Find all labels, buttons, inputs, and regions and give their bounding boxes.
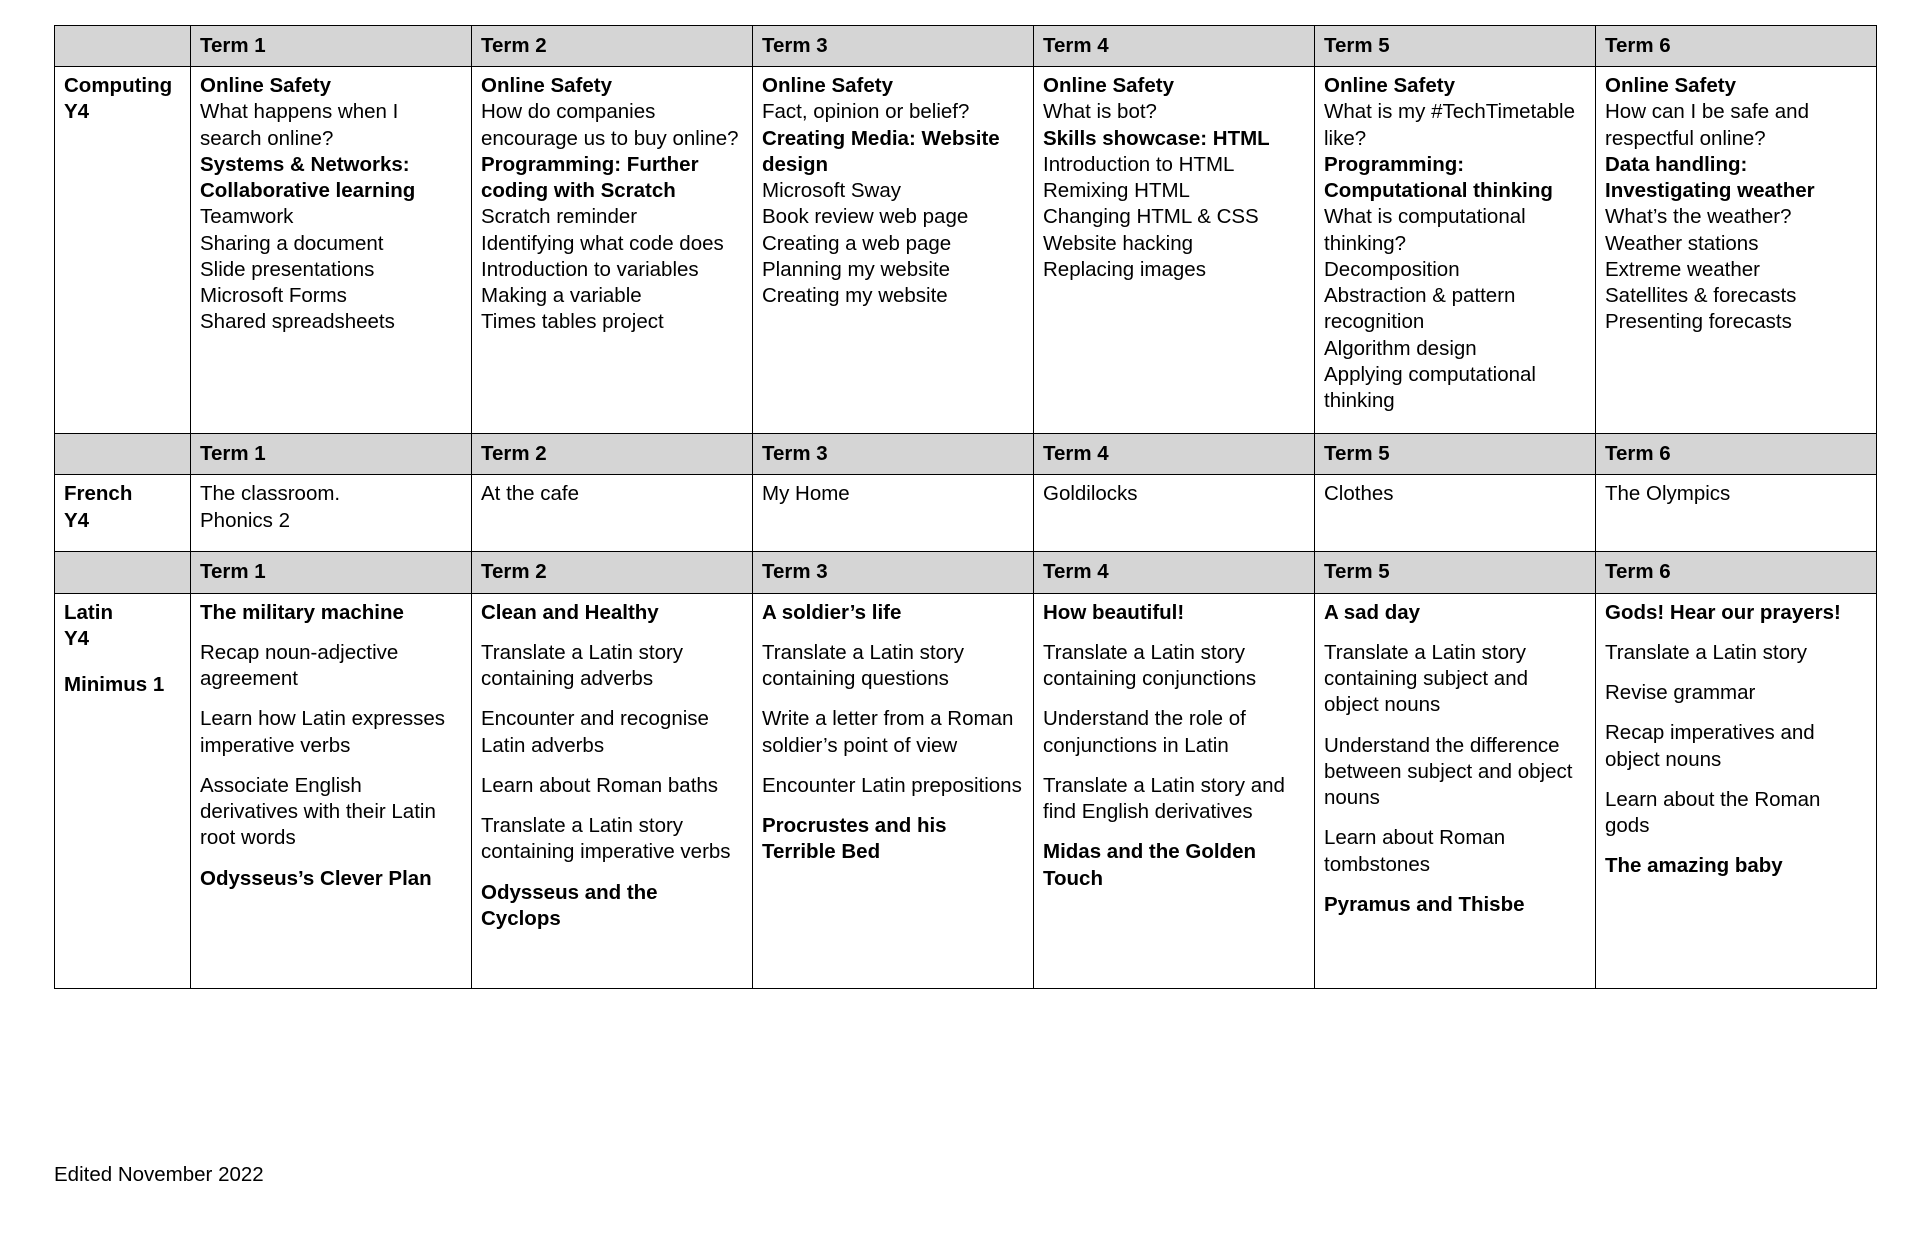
term-header-corner (55, 434, 191, 475)
term-header-cell: Term 6 (1596, 434, 1877, 475)
curriculum-entry: Planning my website (762, 257, 951, 281)
curriculum-entry: Learn about Roman tombstones (1324, 826, 1506, 876)
curriculum-entry: What’s the weather? (1605, 205, 1792, 229)
curriculum-cell (1034, 67, 1315, 434)
curriculum-cell (1315, 593, 1596, 988)
curriculum-entry: Translate a Latin story containing subject and object nouns (1324, 640, 1529, 717)
subject-label-cell (55, 67, 191, 434)
curriculum-entry: Satellites & forecasts (1605, 284, 1797, 308)
curriculum-entry: Clean and Healthy (481, 600, 659, 624)
curriculum-entry: Online Safety (1043, 74, 1175, 98)
curriculum-entry: Abstraction & pattern recognition (1324, 284, 1516, 334)
term-header-cell: Term 5 (1315, 552, 1596, 593)
term-header-cell: Term 4 (1034, 552, 1315, 593)
curriculum-entry: Learn about the Roman gods (1605, 787, 1821, 838)
curriculum-cell (191, 593, 472, 988)
term-header-corner (55, 26, 191, 67)
curriculum-entry: Recap noun-adjective agreement (200, 640, 399, 691)
subject-label-line: Computing (64, 74, 173, 98)
curriculum-entry: A sad day (1324, 600, 1421, 624)
curriculum-entry: What is bot? (1043, 100, 1157, 124)
curriculum-entry: Times tables project (481, 310, 664, 334)
curriculum-entry: Recap imperatives and object nouns (1605, 721, 1815, 771)
term-header-corner (55, 552, 191, 593)
term-header-cell: Term 2 (472, 434, 753, 475)
curriculum-entry: Slide presentations (200, 257, 375, 281)
term-header-cell: Term 6 (1596, 552, 1877, 593)
curriculum-entry: Odysseus and the Cyclops (481, 880, 658, 930)
curriculum-entry: Understand the difference between subject and object nouns (1324, 733, 1573, 810)
curriculum-entry: Creating a web page (762, 231, 952, 255)
curriculum-entry: Online Safety (1324, 74, 1456, 98)
curriculum-entry: Understand the role of conjunctions in Latin (1043, 707, 1246, 757)
term-header-row (55, 26, 1877, 67)
curriculum-cell (753, 67, 1034, 434)
curriculum-entry: Gods! Hear our prayers! (1605, 600, 1841, 624)
curriculum-entry: The military machine (200, 600, 404, 624)
curriculum-cell (1315, 475, 1596, 552)
curriculum-entry: The classroom. (200, 482, 341, 506)
term-header-row (55, 434, 1877, 475)
curriculum-entry: Encounter and recognise Latin adverbs (481, 707, 709, 757)
subject-label-line: Y4 (64, 508, 90, 532)
curriculum-entry: Pyramus and Thisbe (1324, 892, 1525, 916)
curriculum-entry: Online Safety (481, 74, 613, 98)
subject-label-line: Y4 (64, 626, 90, 650)
curriculum-entry: Introduction to variables (481, 257, 699, 281)
curriculum-entry: Skills showcase: HTML (1043, 126, 1270, 150)
curriculum-entry: Odysseus’s Clever Plan (200, 866, 432, 890)
term-header-cell: Term 4 (1034, 434, 1315, 475)
footer-note: Edited November 2022 (54, 1163, 264, 1186)
term-header-cell: Term 5 (1315, 26, 1596, 67)
curriculum-entry: Replacing images (1043, 257, 1206, 281)
curriculum-cell (753, 475, 1034, 552)
subject-label-cell (55, 593, 191, 988)
curriculum-entry: What is my #TechTimetable like? (1324, 100, 1576, 150)
curriculum-entry: Clothes (1324, 482, 1394, 506)
curriculum-entry: Revise grammar (1605, 681, 1756, 705)
curriculum-cell (472, 67, 753, 434)
curriculum-entry: Online Safety (1605, 74, 1737, 98)
curriculum-entry: Changing HTML & CSS (1043, 205, 1259, 229)
curriculum-entry: Creating Media: Website design (762, 126, 1000, 176)
curriculum-entry: Midas and the Golden Touch (1043, 840, 1256, 890)
term-header-row (55, 552, 1877, 593)
curriculum-entry: Learn how Latin expresses imperative verbs (200, 707, 446, 757)
curriculum-entry: Sharing a document (200, 231, 384, 255)
subject-label-line: French (64, 482, 133, 506)
curriculum-entry: Extreme weather (1605, 257, 1760, 281)
curriculum-entry: Translate a Latin story (1605, 640, 1808, 664)
subject-label-line: Minimus 1 (64, 673, 165, 697)
term-header-cell: Term 1 (191, 26, 472, 67)
curriculum-entry: Programming: Computational thinking (1324, 152, 1553, 203)
curriculum-entry: My Home (762, 482, 850, 506)
subject-row (55, 593, 1877, 988)
curriculum-entry: Learn about Roman baths (481, 773, 719, 797)
curriculum-entry: Shared spreadsheets (200, 310, 395, 334)
curriculum-cell (1596, 475, 1877, 552)
curriculum-cell (1596, 67, 1877, 434)
curriculum-cell (472, 593, 753, 988)
curriculum-entry: Making a variable (481, 284, 642, 308)
curriculum-cell (1034, 593, 1315, 988)
curriculum-entry: Associate English derivatives with their Latin root words (200, 773, 436, 850)
curriculum-entry: At the cafe (481, 482, 580, 506)
curriculum-entry: Write a letter from a Roman soldier’s point of view (762, 707, 1014, 757)
subject-label-line: Latin (64, 600, 113, 624)
curriculum-entry: Website hacking (1043, 231, 1194, 255)
curriculum-cell (191, 475, 472, 552)
curriculum-entry: Algorithm design (1324, 336, 1477, 360)
curriculum-entry: Microsoft Forms (200, 284, 347, 308)
curriculum-entry: Translate a Latin story containing adverbs (481, 640, 684, 691)
curriculum-entry: How beautiful! (1043, 600, 1185, 624)
term-header-cell: Term 3 (753, 26, 1034, 67)
curriculum-entry: A soldier’s life (762, 600, 902, 624)
curriculum-entry: Phonics 2 (200, 508, 291, 532)
curriculum-entry: What happens when I search online? (200, 100, 399, 150)
curriculum-cell (1315, 67, 1596, 434)
curriculum-entry: Scratch reminder (481, 205, 638, 229)
curriculum-entry: Translate a Latin story containing imperative verbs (481, 814, 731, 864)
term-header-cell: Term 6 (1596, 26, 1877, 67)
curriculum-entry: Goldilocks (1043, 482, 1138, 506)
subject-row (55, 67, 1877, 434)
curriculum-cell (472, 475, 753, 552)
curriculum-entry: Weather stations (1605, 231, 1759, 255)
curriculum-entry: Translate a Latin story containing questions (762, 640, 965, 691)
curriculum-cell (191, 67, 472, 434)
curriculum-table (54, 25, 1877, 989)
term-header-cell: Term 5 (1315, 434, 1596, 475)
curriculum-entry: Applying computational thinking (1324, 362, 1536, 413)
curriculum-entry: Encounter Latin prepositions (762, 773, 1022, 797)
term-header-cell: Term 1 (191, 434, 472, 475)
curriculum-entry: Online Safety (200, 74, 332, 98)
curriculum-entry: The amazing baby (1605, 854, 1783, 878)
curriculum-entry: How do companies encourage us to buy online? (481, 100, 739, 150)
subject-label-line: Y4 (64, 100, 90, 124)
curriculum-entry: Translate a Latin story containing conjunctions (1043, 640, 1257, 691)
curriculum-entry: Teamwork (200, 205, 294, 229)
term-header-cell: Term 2 (472, 26, 753, 67)
curriculum-entry: Online Safety (762, 74, 894, 98)
curriculum-entry: Presenting forecasts (1605, 310, 1792, 334)
curriculum-entry: Remixing HTML (1043, 179, 1190, 203)
curriculum-entry: Translate a Latin story and find English derivatives (1043, 773, 1285, 824)
curriculum-entry: Microsoft Sway (762, 179, 901, 203)
curriculum-entry: Programming: Further coding with Scratch (481, 152, 699, 203)
curriculum-entry: What is computational thinking? (1324, 205, 1526, 255)
curriculum-cell (753, 593, 1034, 988)
curriculum-entry: Identifying what code does (481, 231, 724, 255)
term-header-cell: Term 3 (753, 552, 1034, 593)
curriculum-entry: Fact, opinion or belief? (762, 100, 970, 124)
curriculum-entry: The Olympics (1605, 482, 1731, 506)
term-header-cell: Term 3 (753, 434, 1034, 475)
term-header-cell: Term 1 (191, 552, 472, 593)
subject-label-cell (55, 475, 191, 552)
curriculum-entry: Decomposition (1324, 257, 1460, 281)
curriculum-cell (1034, 475, 1315, 552)
curriculum-entry: Data handling: Investigating weather (1605, 152, 1815, 203)
curriculum-entry: Introduction to HTML (1043, 152, 1235, 176)
curriculum-entry: How can I be safe and respectful online? (1605, 100, 1809, 150)
subject-row (55, 475, 1877, 552)
curriculum-entry: Creating my website (762, 284, 948, 308)
curriculum-cell (1596, 593, 1877, 988)
curriculum-entry: Book review web page (762, 205, 969, 229)
term-header-cell: Term 4 (1034, 26, 1315, 67)
curriculum-entry: Procrustes and his Terrible Bed (762, 814, 947, 864)
curriculum-entry: Systems & Networks: Collaborative learning (200, 152, 416, 203)
term-header-cell: Term 2 (472, 552, 753, 593)
